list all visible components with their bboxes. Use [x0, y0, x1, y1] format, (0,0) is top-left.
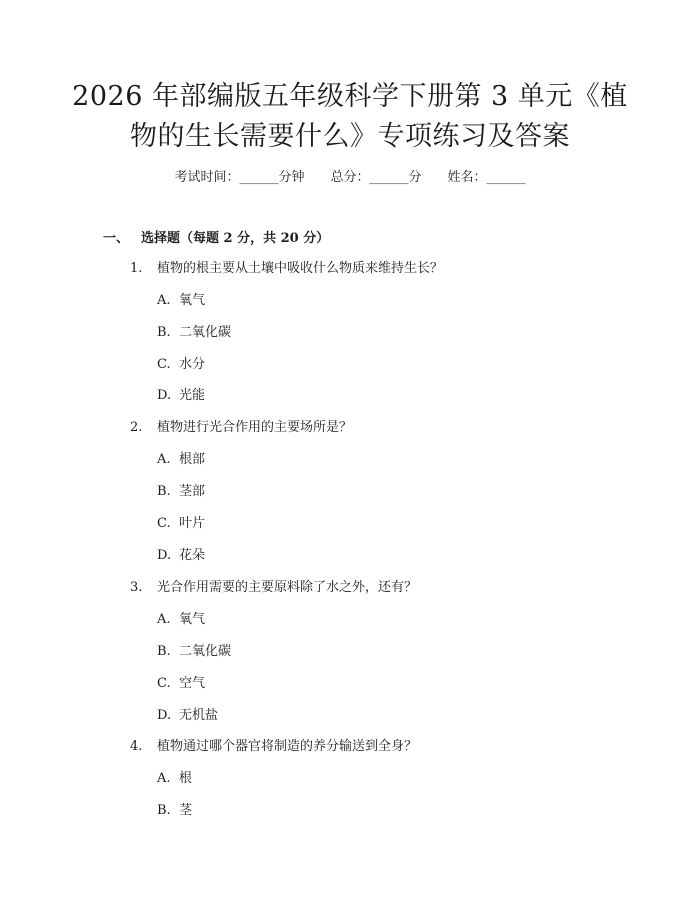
document-title-line-1: 2026 年部编版五年级科学下册第 3 单元《植: [72, 81, 628, 112]
option-text: 根: [179, 771, 193, 786]
exam-info-row: [0, 168, 700, 188]
section-title: 选择题（每题 2 分，共 20 分）: [141, 231, 330, 246]
section-heading: [103, 229, 329, 249]
question-number: 3.: [130, 580, 143, 595]
document-title-line-2: 物的生长需要什么》专项练习及答案: [130, 121, 570, 152]
question-1-option-c: [157, 355, 205, 375]
option-text: 花朵: [179, 548, 206, 563]
option-text: 氧气: [179, 293, 206, 308]
question-2-option-d: [157, 546, 205, 566]
section-number: 一、: [103, 231, 130, 246]
option-text: 水分: [179, 357, 206, 372]
option-text: 光能: [179, 388, 206, 403]
option-text: 二氧化碳: [179, 325, 232, 340]
question-1-option-d: [157, 386, 205, 406]
option-text: 无机盐: [179, 708, 219, 723]
question-2-option-c: [157, 514, 205, 534]
question-2-option-a: [157, 450, 205, 470]
option-letter: B.: [157, 484, 171, 499]
question-1-option-a: [157, 291, 205, 311]
question-3-option-c: [157, 674, 205, 694]
student-name-field: 姓名：______: [447, 170, 526, 185]
question-text: 光合作用需要的主要原料除了水之外，还有？: [157, 580, 418, 595]
question-3-option-a: [157, 610, 205, 630]
question-3-option-b: [157, 642, 231, 662]
option-text: 根部: [179, 452, 206, 467]
option-text: 氧气: [179, 612, 206, 627]
question-1: [130, 259, 443, 279]
option-letter: B.: [157, 803, 171, 818]
question-4-option-b: [157, 801, 192, 821]
option-letter: C.: [157, 676, 171, 691]
question-text: 植物进行光合作用的主要场所是？: [157, 420, 353, 435]
option-text: 空气: [179, 676, 206, 691]
exam-time-field: 考试时间：______分钟: [174, 170, 305, 185]
question-2-option-b: [157, 482, 205, 502]
option-letter: B.: [157, 644, 171, 659]
question-2: [130, 418, 352, 438]
option-letter: C.: [157, 357, 171, 372]
question-3-option-d: [157, 706, 218, 726]
option-letter: D.: [157, 708, 172, 723]
option-letter: A.: [157, 452, 171, 467]
question-text: 植物通过哪个器官将制造的养分输送到全身？: [157, 739, 418, 754]
option-letter: D.: [157, 548, 172, 563]
option-letter: A.: [157, 293, 171, 308]
option-letter: A.: [157, 771, 171, 786]
question-3: [130, 578, 417, 598]
option-text: 叶片: [179, 516, 206, 531]
question-4: [130, 737, 417, 757]
question-4-option-a: [157, 769, 192, 789]
question-1-option-b: [157, 323, 231, 343]
question-number: 2.: [130, 420, 143, 435]
option-letter: D.: [157, 388, 172, 403]
option-text: 二氧化碳: [179, 644, 232, 659]
option-letter: B.: [157, 325, 171, 340]
total-score-field: 总分：______分: [330, 170, 422, 185]
question-number: 1.: [130, 261, 143, 276]
question-text: 植物的根主要从土壤中吸收什么物质来维持生长？: [157, 261, 444, 276]
option-letter: A.: [157, 612, 171, 627]
question-number: 4.: [130, 739, 143, 754]
option-letter: C.: [157, 516, 171, 531]
option-text: 茎部: [179, 484, 206, 499]
option-text: 茎: [179, 803, 193, 818]
